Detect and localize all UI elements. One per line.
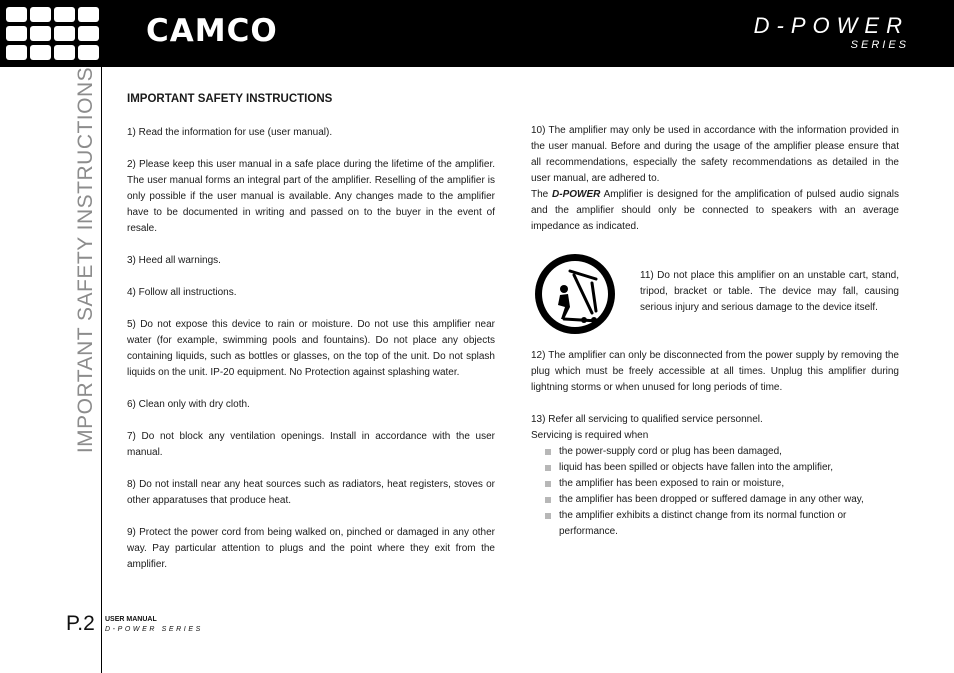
instruction-item: 3) Heed all warnings. — [127, 255, 221, 266]
item13-sub: Servicing is required when — [531, 430, 649, 441]
bullet-text: liquid has been spilled or objects have fallen into the amplifier, — [559, 462, 834, 473]
instruction-item-10b — [531, 187, 899, 235]
list-item — [531, 492, 899, 508]
left-column — [127, 125, 495, 589]
instruction-item: 6) Clean only with dry cloth. — [127, 399, 250, 410]
instruction-item: 7) Do not block any ventilation openings. Install in accordance with the user manual. — [127, 431, 495, 458]
bullet-text: the amplifier has been exposed to rain or moisture, — [559, 478, 785, 489]
item10-rest: Amplifier is designed for the amplification of pulsed audio signals and the amplifier should only be connected to speakers with an average impedance as indicated. — [531, 189, 899, 232]
header-bar — [0, 0, 954, 67]
instruction-item: 1) Read the information for use (user manual). — [127, 127, 333, 138]
instruction-item: 5) Do not expose this device to rain or moisture. Do not use this amplifier near water (for example, swimming pools and fountains). Do not place any objects containing liquids, such as bottles or glasses, on the top of the unit. Do not splash liquids on the unit. IP-20 equipment. No Protection against splashing water. — [127, 319, 495, 378]
list-item — [531, 476, 899, 492]
item13-text: 13) Refer all servicing to qualified service personnel. — [531, 414, 763, 425]
instruction-item-10a: 10) The amplifier may only be used in accordance with the information provided in the user manual. Before and during the usage of the amplifier please ensure that all recommendations, especially the safety recommendations as detailed in the user manual, are adhered to. — [531, 125, 899, 184]
instruction-item: 2) Please keep this user manual in a safe place during the lifetime of the amplifier. The user manual forms an integral part of the amplifier. Reselling of the amplifier is only possible if the user manual is available. Any changes made to the amplifier have to be documented in writing and passed on to the buyer in the event of resale. — [127, 159, 495, 234]
cart-tip-over-warning-icon — [534, 253, 616, 335]
d-power-brand-text: D-POWER — [552, 189, 601, 200]
instruction-item-12: 12) The amplifier can only be disconnected from the power supply by removing the plug which must be freely accessible at all times. Unplug this amplifier during lightning storms or when unused for long periods of time. — [531, 350, 899, 393]
list-item — [531, 444, 899, 460]
bullet-square-icon — [545, 481, 551, 487]
list-item — [531, 508, 899, 540]
bullet-square-icon — [545, 449, 551, 455]
grid-logo-icon — [6, 7, 99, 61]
bullet-square-icon — [545, 465, 551, 471]
instruction-item-11: 11) Do not place this amplifier on an unstable cart, stand, tripod, bracket or table. The device may fall, causing serious injury and serious damage to the device itself. — [640, 270, 899, 313]
series-subtitle: SERIES — [850, 39, 909, 51]
instruction-item-13 — [531, 412, 899, 540]
footer-series-label: D-POWER SERIES — [105, 626, 203, 633]
bullet-text: the power-supply cord or plug has been damaged, — [559, 446, 782, 457]
series-title: D-POWER — [753, 13, 909, 38]
instruction-item: 9) Protect the power cord from being walked on, pinched or damaged in any other way. Pay particular attention to plugs and the point where they exit from the amplifier. — [127, 527, 495, 570]
page-number: P.2 — [66, 612, 95, 635]
sidebar-section-title: IMPORTANT SAFETY INSTRUCTIONS — [74, 66, 97, 454]
list-item — [531, 460, 899, 476]
bullet-square-icon — [545, 513, 551, 519]
right-column-item-10 — [531, 123, 899, 235]
sidebar-divider — [101, 67, 102, 673]
instruction-item: 8) Do not install near any heat sources such as radiators, heat registers, stoves or other apparatuses that produce heat. — [127, 479, 495, 506]
brand-logo: CAMCO — [146, 13, 278, 49]
bullet-square-icon — [545, 497, 551, 503]
page-heading: IMPORTANT SAFETY INSTRUCTIONS — [127, 93, 333, 105]
bullet-text: the amplifier exhibits a distinct change from its normal function or performance. — [559, 510, 847, 537]
bullet-text: the amplifier has been dropped or suffered damage in any other way, — [559, 494, 864, 505]
instruction-item: 4) Follow all instructions. — [127, 287, 237, 298]
footer-manual-label: USER MANUAL — [105, 616, 157, 623]
item10-prefix: The — [531, 189, 553, 200]
